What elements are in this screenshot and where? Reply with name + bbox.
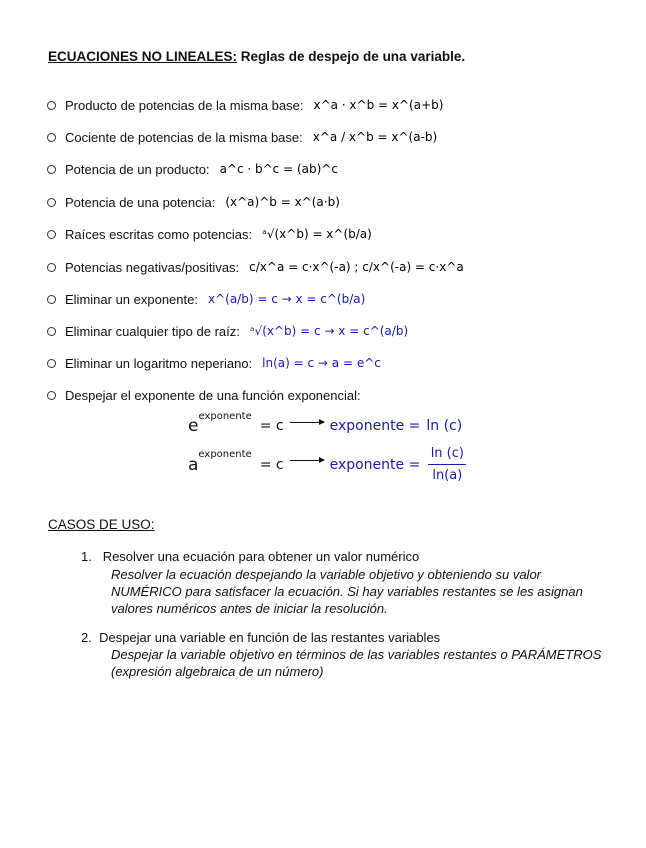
rule-label: Cociente de potencias de la misma base:: [65, 129, 303, 145]
use-case-label: Despejar una variable en función de las restantes variables: [99, 630, 441, 645]
rule-label: Potencia de un producto:: [65, 161, 210, 177]
rule-label: Producto de potencias de la misma base:: [65, 97, 304, 113]
rule-label: Despejar el exponente de una función exponencial:: [65, 387, 361, 403]
fraction-numerator: ln (c): [430, 446, 464, 461]
exponent-word: exponente: [198, 449, 252, 460]
equals-c: = c: [259, 456, 284, 473]
rule-item: [47, 288, 365, 310]
rule-formula: ᵃ√(x^b) = x^(b/a): [262, 227, 372, 241]
use-case-number: 1.: [81, 549, 92, 564]
rule-item: [47, 223, 372, 245]
rule-formula: a^c · b^c = (ab)^c: [219, 162, 338, 176]
description-line: valores numéricos antes de iniciar la resolución.: [111, 601, 388, 616]
rule-formula: x^a · x^b = x^(a+b): [313, 98, 444, 112]
exponent-word: exponente: [198, 410, 252, 422]
description-line: Despejar la variable objetivo en términos de las variables restantes o PARÁMETROS: [111, 647, 602, 662]
result-prefix: exponente =: [329, 456, 421, 473]
fraction-bar: [428, 464, 466, 465]
rule-item: [47, 256, 464, 278]
bullet-icon: [47, 359, 56, 368]
bullet-icon: [47, 165, 56, 174]
rule-formula: ln(a) = c → a = e^c: [262, 356, 381, 370]
use-case-title: [81, 630, 440, 645]
rule-label: Eliminar cualquier tipo de raíz:: [65, 323, 240, 339]
bullet-icon: [47, 327, 56, 336]
rule-formula: c/x^a = c·x^(-a) ; c/x^(-a) = c·x^a: [249, 260, 464, 274]
exp-equation-e: [188, 410, 463, 436]
title-rest: Reglas de despejo de una variable.: [237, 49, 466, 64]
bullet-icon: [47, 101, 56, 110]
base-a: a: [188, 454, 199, 475]
rule-formula: (x^a)^b = x^(a·b): [225, 195, 340, 209]
use-case-description: [111, 646, 601, 680]
use-case-label: Resolver una ecuación para obtener un valor numérico: [102, 549, 420, 564]
rule-item: [47, 352, 381, 374]
rule-label: Potencia de una potencia:: [65, 194, 216, 210]
rule-item: [47, 384, 371, 406]
rule-item: [47, 158, 338, 180]
page-title: [48, 49, 465, 64]
rule-item: [47, 126, 437, 148]
uses-heading: CASOS DE USO:: [48, 517, 155, 532]
rule-formula: ᵃ√(x^b) = c → x = c^(a/b): [249, 324, 409, 338]
base-e: e: [188, 416, 199, 436]
title-underlined: ECUACIONES NO LINEALES:: [48, 49, 238, 64]
result-fraction: [428, 446, 466, 483]
bullet-icon: [47, 295, 56, 304]
rule-item: [47, 320, 408, 342]
arrow-icon: [290, 422, 324, 423]
rule-label: Eliminar un exponente:: [65, 291, 198, 307]
bullet-icon: [47, 230, 56, 239]
use-case-number: 2.: [81, 630, 92, 645]
rule-label: Raíces escritas como potencias:: [65, 226, 253, 242]
result-prefix: exponente =: [329, 418, 421, 434]
rule-item: [47, 94, 443, 116]
use-case-title: [81, 549, 419, 564]
rule-label: Potencias negativas/positivas:: [65, 259, 240, 275]
equals-c: = c: [259, 418, 284, 434]
rule-formula: x^a / x^b = x^(a-b): [312, 130, 438, 144]
fraction-denominator: ln(a): [432, 468, 463, 483]
rule-item: [47, 191, 340, 213]
bullet-icon: [47, 391, 56, 400]
rule-formula: x^(a/b) = c → x = c^(b/a): [207, 292, 366, 306]
result-ln-c: ln (c): [426, 418, 463, 434]
rule-label: Eliminar un logaritmo neperiano:: [65, 355, 253, 371]
use-case-description: [111, 566, 583, 617]
description-line: Resolver la ecuación despejando la variable objetivo y obteniendo su valor: [111, 567, 541, 582]
bullet-icon: [47, 263, 56, 272]
exp-equation-a: [188, 446, 466, 483]
description-line: (expresión algebraica de un número): [111, 664, 324, 679]
arrow-icon: [290, 460, 324, 461]
bullet-icon: [47, 133, 56, 142]
description-line: NUMÉRICO para satisfacer la ecuación. Si hay variables restantes se les asignan: [111, 584, 583, 599]
bullet-icon: [47, 198, 56, 207]
